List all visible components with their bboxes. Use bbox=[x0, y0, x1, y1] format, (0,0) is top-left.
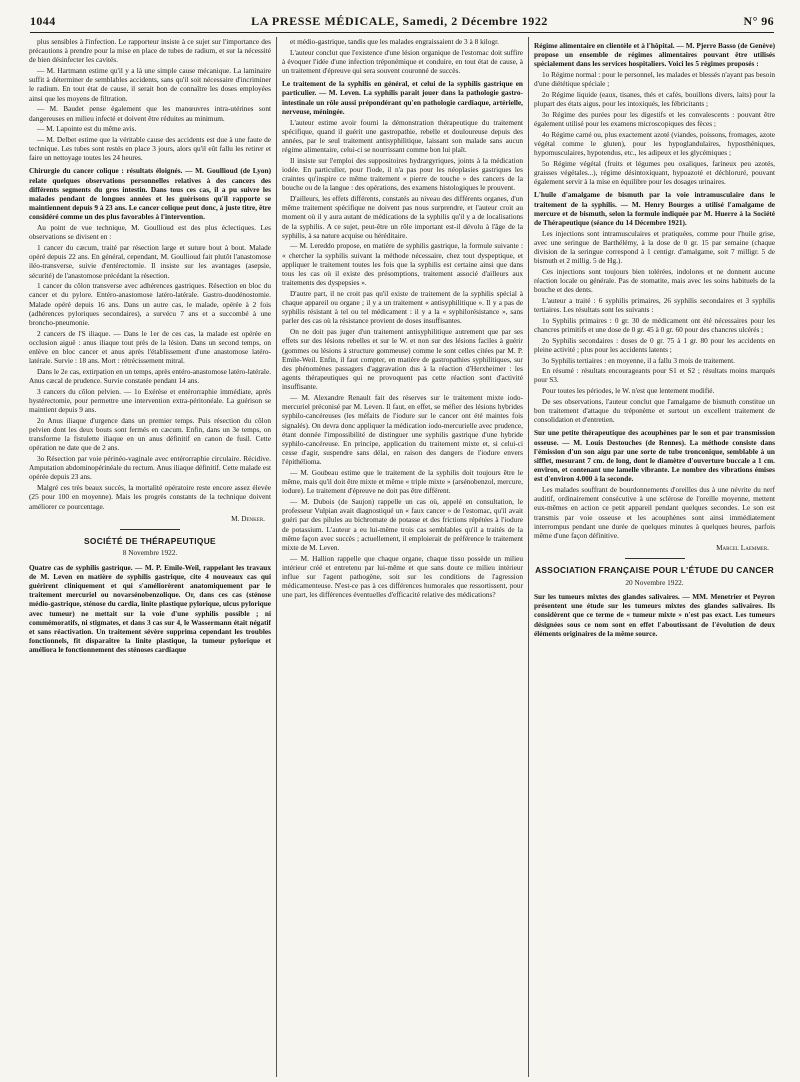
paragraph: D'ailleurs, les effets différents, constatés au niveau des différents organes, d'un même traitement spécifique ne doivent pas nous surprendre, et l'auteur croit au moment où il y aura autant de médications de la syphilis qu'il y a de localisations de la syphilis. A ce sujet, peut-être un rôle important est-il dévolu à l'âge de la syphilis, à sa nature acquise ou héréditaire. bbox=[282, 194, 523, 240]
paragraph: — M. Hallion rappelle que chaque organe, chaque tissu possède un milieu intérieur créé et entretenu par lui-même et que sans doute ce milieu intérieur influe sur l'agent pathogène, soit sur les conditions de l'agression médicamenteuse. N'est-ce pas à ces différences humorales que ressortissent, pour une part, les différences éventuelles d'efficacité relative des médications? bbox=[282, 553, 523, 600]
author-signature: M. Denker. bbox=[231, 513, 265, 523]
paragraph: 5o Régime végétal (fruits et légumes peu oxaliques, farineux peu azotés, graisses végétales...), régime désintoxiquant, hypoazoté et déchloruré, pouvant également servir à la mise en équilibre pour les dosages urinaires. bbox=[534, 158, 775, 187]
paragraph: — M. Dubois (de Saujon) rappelle un cas où, appelé en consultation, le professeur Vulpian avait diagnostiqué un « faux cancer » de l'estomac, qu'il avait guéri par des pilules au bichromate de potasse et des frictions répétées à l'iodure de potassium. L'auteur a eu lui-même trois cas semblables qu'il a traités de la même façon avec succès ; actuellement, il emploierait de préférence le traitement mixte de M. Leven. bbox=[282, 497, 523, 552]
column-3 bbox=[528, 37, 780, 1077]
paragraph: Au point de vue technique, M. Goullioud est des plus éclectiques. Les observations se divisent en : bbox=[29, 223, 271, 242]
article-heading-paragraph: Sur les tumeurs mixtes des glandes salivaires. — MM. Menetrier et Peyron présentent une étude sur les tumeurs mixtes des glandes salivaires. Ils considèrent que ce terme de « tumeur mixte » n'est pas exact. Les tumeurs désignées sous ce nom sont en effet l'aboutissant de l'évolution de deux éléments originaires de la même source. bbox=[534, 592, 775, 638]
author-signature: Marcel Laemmer. bbox=[716, 543, 769, 553]
paragraph: 4o Régime carné ou, plus exactement azoté (viandes, poissons, fromages, azote végétal comme le gluten), pour les hypoglandulaires, hyposthéniques, hypomusculaires, hypotendus, etc., les adipeux et les glycémiques ; bbox=[534, 129, 775, 158]
page-number: 1044 bbox=[30, 14, 56, 28]
article-heading-paragraph: Chirurgie du cancer colique : résultats éloignés. — M. Goullioud (de Lyon) relate quelques observations personnelles relatives à des cancers des différents segments du gros intestin. Dans tous ces cas, il a pu suivre les malades pendant de longues années et les guérisons qu'il rapporte se maintiennent depuis 9 à 23 ans. Le cancer colique peut donc, à juste titre, être considéré comme un des plus favorables à l'intervention. bbox=[29, 166, 271, 222]
paragraph: 2o Régime liquide (eaux, tisanes, thés et cafés, bouillons divers, laits) pour la plupart des états aigus, pour les intoxiqués, les fébricitants ; bbox=[534, 89, 775, 109]
paragraph: — M. Lapointe est du même avis. bbox=[37, 124, 137, 134]
paragraph: — M. Delbet estime que la véritable cause des accidents est due à une faute de technique. Les tubes sont restés en place 3 jours, alors qu'il eût fallu les retirer et faire un nettoyage toutes les 24 heures. bbox=[29, 134, 271, 163]
paragraph: En résumé : résultats encourageants pour S1 et S2 ; résultats moins marqués pour S3. bbox=[534, 366, 775, 385]
issue-number: N° 96 bbox=[743, 14, 774, 28]
paragraph: D'autre part, il ne croit pas qu'il existe de traitement de la syphilis spécial à chaque appareil ou organe ; il y a un traitement « antisyphilitique ». Il y a pas de syphilis résistant à tel ou tel médicament : il y a la « syphilorésistance », sans parler des cas où la résistance provient de doses insuffisantes. bbox=[282, 288, 523, 326]
paragraph: 1o Régime normal : pour le personnel, les malades et blessés n'ayant pas besoin d'une diététique spéciale ; bbox=[534, 70, 775, 89]
paragraph: — M. Goubeau estime que le traitement de la syphilis doit toujours être le même, mais qu'il doit être mixte et même « triple mixte » (arsénobenzol, mercure, iodure). Le traitement d'épreuve ne doit pas être différent. bbox=[282, 467, 523, 496]
paragraph: 3 cancers du côlon pelvien. — 1o Exérèse et entérorraphie immédiate, après hystérectomie, pour permettre une intervention extra-péritonéale. La guérison se maintient depuis 9 ans. bbox=[29, 386, 271, 415]
paragraph: Malgré ces très beaux succès, la mortalité opératoire reste encore assez élevée (25 pour 100 en moyenne). Mais les progrès constants de la technique doivent améliorer ce pourcentage. bbox=[29, 483, 271, 511]
article-heading-paragraph: Quatre cas de syphilis gastrique. — M. P. Emile-Weil, rappelant les travaux de M. Leven en matière de syphilis gastrique, cite 4 nouveaux cas qui guérirent cliniquement et qui s'améliorèrent anatomiquement par le traitement mercuriel ou novarsénobenzolique. Or, dans ces cas (sténose médio-gastrique, sténose du cardia, linite plastique pylorique, ulcus pylorique avec tumeur) ne mettait sur la voie d'une syphilis possible ; ni commémoratifs, ni stigmates, et dans 3 cas sur 4, le Wassermann était négatif et sans réactivation. Un traitement sévère supprima cependant les troubles fonctionnels, fit disparaître la linite plastique, la tumeur pylorique et améliora le fonctionnement des sténoses cardiaque bbox=[29, 562, 271, 655]
paragraph: — M. Hartmann estime qu'il y a là une simple cause mécanique. La laminaire suffit à déterminer de semblables accidents, sans qu'il soit nécessaire d'incriminer le radium. En tout état de cause, il serait bon de connaître les doses employées ainsi que les moyens de filtration. bbox=[29, 66, 271, 103]
paragraph: L'auteur estime avoir fourni la démonstration thérapeutique du traitement spécifique, quand il guérit une gastropathie, rebelle et douloureuse depuis des années, par le seul traitement antisyphilitique, laissant son malade sans aucun régime alimentaire, celui-ci se nourrissant comme bon lui plaît. bbox=[282, 117, 523, 155]
section-date: 20 Novembre 1922. bbox=[625, 577, 684, 587]
paragraph: 1o Syphilis primaires : 0 gr. 30 de médicament ont été nécessaires pour les chancres primitifs et une dose de 0 gr. 45 à 0 gr. 60 pour des chancres ulcérés ; bbox=[534, 315, 775, 334]
article-heading-paragraph: L'huile d'amalgame de bismuth par la voie intramusculaire dans le traitement de la syphilis. — M. Henry Bourges a utilisé l'amalgame de mercure et de bismuth, selon la formule indiquée par M. Huerre à la Société de Thérapeutique (séance du 14 Décembre 1921). bbox=[534, 190, 775, 227]
paragraph: 3o Syphilis tertiaires : en moyenne, il a fallu 3 mois de traitement. bbox=[542, 355, 735, 365]
paragraph: 3o Régime des purées pour les digestifs et les convalescents : pouvant être également utilisé pour les examens microscopiques des fèces ; bbox=[534, 109, 775, 128]
paragraph: — M. Alexandre Renault fait des réserves sur le traitement mixte iodo-mercuriel préconisé par M. Leven. Il faut, en effet, se méfier des lésions hybrides syphilo-cancéreuses (les méfaits de l'iodure sur le cancer ont été maintes fois signalés). On devra donc appliquer la médication iodo-mercurielle avec prudence, étant donnée l'impossibilité de distinguer une syphilis gastrique d'une hybride syphilo-cancéreuse. En principe, application du traitement mixte et, si celui-ci cesse d'agir, suspendre sans délai, en raison des dangers de l'iodure envers l'épithélioma. bbox=[282, 392, 523, 467]
paragraph: Il insiste sur l'emploi des suppositoires hydrargyriques, joints à la médication iodée. En particulier, pour l'iode, il n'a pas pour les néoplasies gastriques les craintes qu'inspire ce même traitement « pierre de touche » des cancers de la bouche ou de la langue : des opérations, des examens histologiques le prouvent. bbox=[282, 155, 523, 193]
paragraph: Les injections sont intramusculaires et pratiquées, comme pour l'huile grise, avec une seringue de Barthélémy, à la dose de 0 gr. 15 par semaine (chaque division de la seringue correspond à 1 centigr. d'amalgame, soit 7 milligr. 5 de bismuth et 2 millig. 5 de Hg.). bbox=[534, 228, 775, 266]
column-2 bbox=[276, 37, 528, 1077]
section-title: ASSOCIATION FRANÇAISE POUR L'ÉTUDE DU CANCER bbox=[535, 565, 774, 576]
article-heading-paragraph: Le traitement de la syphilis en général, et celui de la syphilis gastrique en particulier. — M. Leven. La syphilis paraît jouer dans la pathologie gastro-intestinale un rôle aussi prépondérant qu'en pathologie cardiaque, artérielle, nerveuse, méningée. bbox=[282, 79, 523, 116]
paragraph: et médio-gastrique, tandis que les malades engraissaient de 3 à 8 kilogr. bbox=[290, 37, 499, 46]
text-columns bbox=[24, 37, 780, 1077]
paragraph: — M. Lereddo propose, en matière de syphilis gastrique, la formule suivante : « chercher la syphilis suivant la méthode nécessaire, chez tout dyspeptique, et appliquer le traitement toutes les fois que la syphilis est certaine ainsi que dans tous les cas où il existe des présomptions, traitement associé d'ailleurs aux traitements des dyspepsies ». bbox=[282, 241, 523, 288]
column-1 bbox=[24, 37, 276, 1077]
paragraph: Pour toutes les périodes, le W. n'est que lentement modifié. bbox=[542, 386, 715, 396]
paragraph: 2 cancers de l'S iliaque. — Dans le 1er de ces cas, la malade est opérée en occlusion aiguë : anus iliaque tout près de la lésion. Dans un second temps, on enlève en bloc cancer et anus après l'établissement d'une anastomose latéro-latérale. Survie : 18 ans. Mort : rétrécissement mitral. bbox=[29, 328, 271, 366]
paragraph: L'auteur a traité : 6 syphilis primaires, 26 syphilis secondaires et 3 syphilis tertiaires. Les résultats sont les suivants : bbox=[534, 295, 775, 315]
paragraph: Ces injections sont toujours bien tolérées, indolores et ne donnent aucune réaction locale ou générale. Pas de stomatite, mais avec les soins habituels de la bouche et des dents. bbox=[534, 266, 775, 295]
paragraph: Dans le 2e cas, extirpation en un temps, après entéro-anastomose latéro-latérale. Anus cæcal de prudence. Survie constatée pendant 14 ans. bbox=[29, 366, 272, 386]
paragraph: Les malades souffrant de bourdonnements d'oreilles dus à une névrite du nerf auditif, ordinairement consécutive à une sclérose de l'oreille moyenne, mettent eux-mêmes en action ce petit appareil pendant quelques secondes. Le son est transmis par voie osseuse et les acouphènes sont ainsi immédiatement interrompus pendant une durée de quelques minutes à quelques heures, parfois même d'une façon définitive. bbox=[534, 484, 775, 540]
paragraph: — M. Baudet pense également que les manœuvres intra-utérines sont dangereuses en milieu infecté et doivent être réduites au minimum. bbox=[29, 104, 271, 123]
paragraph: 1 cancer du côlon transverse avec adhérences gastriques. Résection en bloc du cancer et du pylore. Entéro-anastomose latéro-latérale. Gastro-duodénostomie. Malade opéré depuis 16 ans. Dans un autre cas, le malade, opérée à 2 fois (adhérences pyloriques secondaires), a survécu 7 ans et a succombé à une broncho-pneumonie. bbox=[29, 281, 271, 327]
paragraph: 2o Anus iliaque d'urgence dans un premier temps. Puis résection du côlon pelvien dont les deux bouts sont fermés en cæcum. Enfin, dans un 3e temps, on transforme la fistulette iliaque en un anus définitif en canon de fusil. Cette opération ne date que de 2 ans. bbox=[29, 415, 271, 453]
article-heading-paragraph: Sur une petite thérapeutique des acouphènes par le son et par transmission osseuse. — M. Louis Destouches (de Rennes). La méthode consiste dans l'émission d'un son aigu par une sorte de tube tronconique, semblable à un sifflet, mesurant 7 cm. de long, dont le diamètre d'ouverture buccale a 1 cm. environ, et contenant une lamelle vibrante. Le nombre des vibrations émises est d'environ 4.000 à la seconde. bbox=[534, 428, 775, 484]
journal-title: LA PRESSE MÉDICALE, Samedi, 2 Décembre 1922 bbox=[251, 14, 549, 28]
paragraph: 2o Syphilis secondaires : doses de 0 gr. 75 à 1 gr. 80 pour les accidents en pleine activité ; plus pour les accidents latents ; bbox=[534, 335, 775, 354]
section-divider bbox=[120, 529, 180, 530]
section-title: SOCIÉTÉ DE THÉRAPEUTIQUE bbox=[84, 535, 216, 546]
paragraph: L'auteur conclut que l'existence d'une lésion organique de l'estomac doit suffire à évoquer l'idée d'une infection tréponémique et conduire, en tout état de cause, à un traitement d'épreuve qui sera souvent couronné de succès. bbox=[282, 47, 523, 76]
paragraph: 1 cancer du cæcum, traité par résection large et suture bout à bout. Malade opéré depuis 22 ans. En général, cependant, M. Goullioud fait plutôt l'anastomose iléo-transverse, suivie d'entérectomie. Il insiste sur les avantages (asepsie, sécurité) de l'anastomose précédant la résection. bbox=[29, 242, 271, 280]
article-heading-paragraph: Régime alimentaire en clientèle et à l'hôpital. — M. Pjerre Basso (de Genève) propose un ensemble de régimes alimentaires pouvant être utilisés spécialement dans les services hospitaliers. Voici les 5 régimes proposés : bbox=[534, 41, 775, 69]
paragraph: De ses observations, l'auteur conclut que l'amalgame de bismuth constitue un bon traitement d'attaque du tréponème et surtout un excellent traitement de consolidation et d'entretien. bbox=[534, 396, 775, 425]
paragraph: plus sensibles à l'infection. Le rapporteur insiste à ce sujet sur l'importance des précautions à prendre pour la mise en place de tubes de radium, et sur la nécessité de bien désinfecter les cavités. bbox=[29, 37, 271, 65]
paragraph: 3o Résection par voie périnéo-vaginale avec entérorraphie circulaire. Récidive. Amputation abdominopérinéale du rectum. Anus iliaque définitif. Cette malade est opérée depuis 23 ans. bbox=[29, 454, 271, 482]
section-date: 8 Novembre 1922. bbox=[122, 548, 178, 558]
page-header bbox=[30, 14, 774, 33]
paragraph: On ne doit pas juger d'un traitement antisyphilitique autrement que par ses effets sur des lésions rebelles et sur le W. et non sur des lésions faciles à guérir (gommes ou lésions à structure gommeuse) comme le sont celles citées par M. P. Emile-Weil. Enfin, il faut compter, en matière de gastropathies syphilitiques, sur des phénomènes passagers d'aggravation dus à la réaction d'Herxheimer : les agents thérapeutiques qui ne provoquent pas cette réaction sont d'activité insuffisante. bbox=[282, 327, 523, 392]
section-divider bbox=[625, 558, 685, 559]
